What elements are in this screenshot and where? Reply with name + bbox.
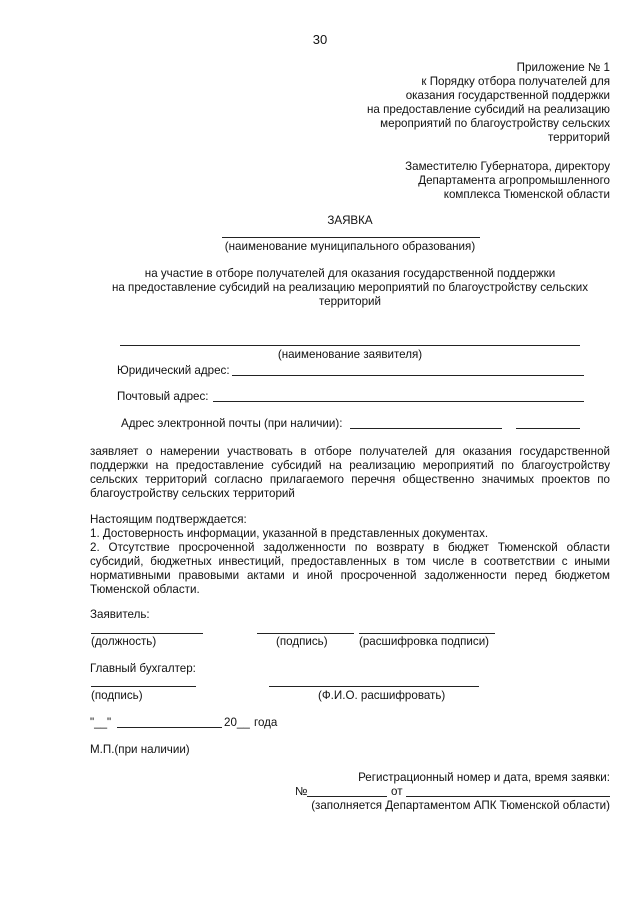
decoding-caption: (расшифровка подписи) xyxy=(359,635,490,648)
page-number: 30 xyxy=(312,32,328,47)
confirm-heading: Настоящим подтверждается: xyxy=(90,513,247,526)
addressee-line: комплекса Тюменской области xyxy=(443,188,610,201)
purpose-line: территорий xyxy=(318,295,382,308)
accountant-signature-field[interactable] xyxy=(91,686,196,687)
purpose-line: на участие в отборе получателей для оказания государственной поддержки xyxy=(144,267,556,280)
registration-label: Регистрационный номер и дата, время заявки: xyxy=(358,771,610,784)
legal-address-label: Юридический адрес: xyxy=(117,364,230,377)
purpose-line: на предоставление субсидий на реализацию мероприятий по благоустройству сельских xyxy=(111,281,588,294)
position-field[interactable] xyxy=(91,633,203,634)
declaration-text: заявляет о намерении участвовать в отборе получателей для оказания государственной поддержки на предоставление субсидий на реализацию мероприятий по благоустройству сельских территорий согласно прилагаемого перечня общественно значимых проектов по благоустройству сельских территорий xyxy=(90,445,610,500)
annex-line: Приложение № 1 xyxy=(516,61,610,74)
stamp-note: М.П.(при наличии) xyxy=(90,743,190,756)
confirm-item-1: 1. Достоверность информации, указанной в представленных документах. xyxy=(90,527,489,540)
registration-caption: (заполняется Департаментом АПК Тюменской области) xyxy=(311,799,610,812)
email-field[interactable] xyxy=(350,428,502,429)
municipality-caption: (наименование муниципального образования) xyxy=(224,240,476,253)
signature-caption: (подпись) xyxy=(276,635,328,648)
registration-number-sign: № xyxy=(295,785,308,798)
email-label: Адрес электронной почты (при наличии): xyxy=(121,417,343,430)
document-title: ЗАЯВКА xyxy=(327,214,373,227)
date-year-suffix: года xyxy=(254,716,278,729)
applicant-caption: (наименование заявителя) xyxy=(277,348,423,361)
municipality-field[interactable] xyxy=(222,237,480,238)
registration-from-word: от xyxy=(391,785,403,798)
annex-line: оказания государственной поддержки xyxy=(405,89,610,102)
annex-line: мероприятий по благоустройству сельских xyxy=(380,117,610,130)
date-month-field[interactable] xyxy=(117,727,222,728)
annex-line: к Порядку отбора получателей для xyxy=(421,75,610,88)
accountant-signature-caption: (подпись) xyxy=(91,689,143,702)
annex-line: на предоставление субсидий на реализацию xyxy=(367,103,610,116)
applicant-label: Заявитель: xyxy=(90,608,150,621)
decoding-field[interactable] xyxy=(359,633,495,634)
applicant-name-field[interactable] xyxy=(120,345,580,346)
registration-number-field[interactable] xyxy=(307,796,387,797)
confirm-item-2: 2. Отсутствие просроченной задолженности по возврату в бюджет Тюменской области субсидий, бюджетных инвестиций, предоставленных в том числе в соответствии с иными нормативными правовыми актами и иной просроченной задолженности перед бюджетом Тюменской области. xyxy=(90,541,610,596)
position-caption: (должность) xyxy=(91,635,157,648)
addressee-line: Департамента агропромышленного xyxy=(418,174,610,187)
postal-address-field[interactable] xyxy=(213,401,584,402)
accountant-label: Главный бухгалтер: xyxy=(90,662,196,675)
addressee-line: Заместителю Губернатора, директору xyxy=(405,160,610,173)
signature-field[interactable] xyxy=(257,633,354,634)
postal-address-label: Почтовый адрес: xyxy=(117,390,209,403)
email-field-extra[interactable] xyxy=(516,428,580,429)
date-day: "__" xyxy=(90,716,112,729)
annex-line: территорий xyxy=(547,131,610,144)
date-year-prefix: 20__ xyxy=(224,716,250,729)
legal-address-field[interactable] xyxy=(232,375,584,376)
accountant-name-field[interactable] xyxy=(269,686,479,687)
accountant-name-caption: (Ф.И.О. расшифровать) xyxy=(318,689,446,702)
registration-date-field[interactable] xyxy=(406,796,610,797)
